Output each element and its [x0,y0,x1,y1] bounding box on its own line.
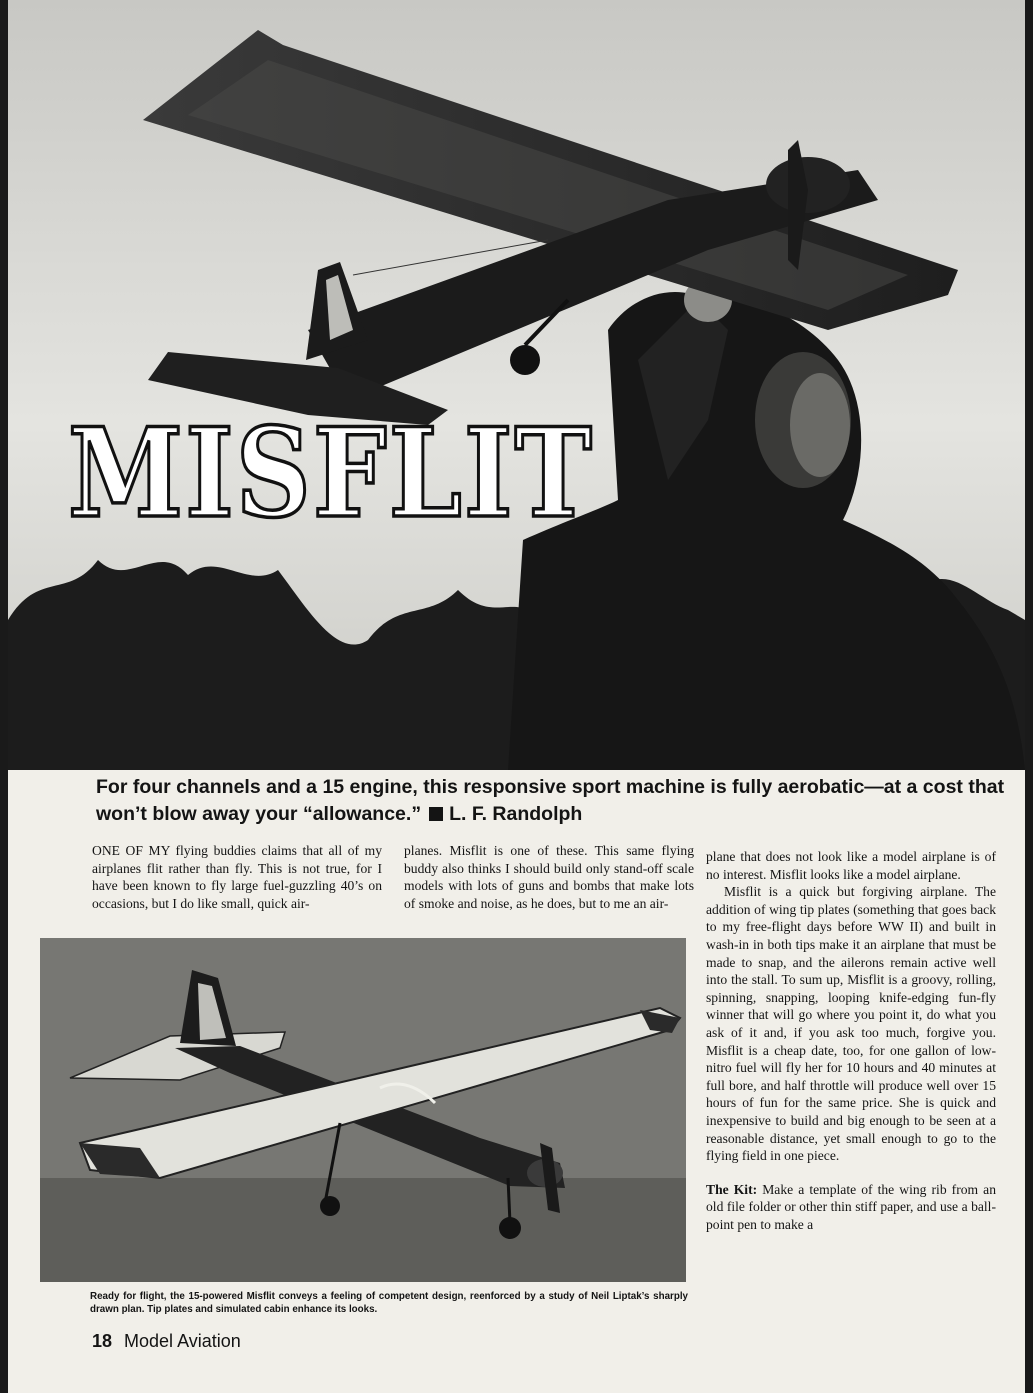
article-title: MISFLIT [68,400,594,546]
publication-name: Model Aviation [124,1331,241,1351]
body-paragraph: plane that does not look like a model airplane is of no interest. Misflit looks like a model airplane. [706,849,996,882]
body-paragraph: ONE OF MY flying buddies claims that all of my airplanes flit rather than fly. This is not true, for I have been known to fly large fuel-guzzling 40’s on occasions, but I do like small, quick air- [92,843,382,911]
article-deck [96,774,1016,828]
page-number: 18 [92,1331,113,1351]
page-footer [92,1331,241,1352]
deck-text: For four channels and a 15 engine, this responsive sport machine is fully aerobatic—at a cost that won’t blow away your “allowance.” [96,776,1005,825]
hero-illustration [8,0,1025,770]
inset-photo [40,938,686,1282]
text-column-2 [404,842,694,912]
kit-subhead: The Kit: [706,1181,758,1197]
model-airplane-illustration [40,938,686,1282]
kit-paragraph [706,1181,996,1234]
photo-caption: Ready for flight, the 15-powered Misflit conveys a feeling of competent design, reenforced by a study of Neil Liptak’s sharply drawn plan. Tip plates and simulated cabin enhance its looks. [90,1291,688,1315]
body-paragraph: planes. Misflit is one of these. This same flying buddy also thinks I should build only stand-off scale models with lots of guns and bombs that make lots of smoke and noise, as he does, but to me an air- [404,843,694,911]
magazine-page [8,0,1025,1393]
square-bullet-icon [429,807,443,821]
text-column-3 [706,848,996,1233]
body-paragraph: Misflit is a quick but forgiving airplane. The addition of wing tip plates (something that goes back to my free-flight days before WW II) and built in wash-in in both tips make it an airplane that must be made to snap, and the ailerons remain active well into the stall. To sum up, Misflit is a groovy, rolling, spinning, snapping, looping knife-edging fun-fly winner that will go where you point it, do what you ask of it and, if you ask too much, forgive you. Misflit is a cheap date, too, for one gallon of low-nitro fuel will fly her for 10 hours and 40 minutes at full bore, and half throttle will produce well over 15 hours of fun for the same price. She is quick and inexpensive to build and big enough to be seen at a reasonable distance, yet small enough to go to the flying field in one piece. [706,884,996,1164]
kit-text: Make a template of the wing rib from an old file folder or other thin stiff paper, and use a ball-point pen to make a [706,1181,997,1232]
text-column-1 [92,842,382,912]
hero-photo [8,0,1025,770]
author-byline: L. F. Randolph [449,803,583,825]
